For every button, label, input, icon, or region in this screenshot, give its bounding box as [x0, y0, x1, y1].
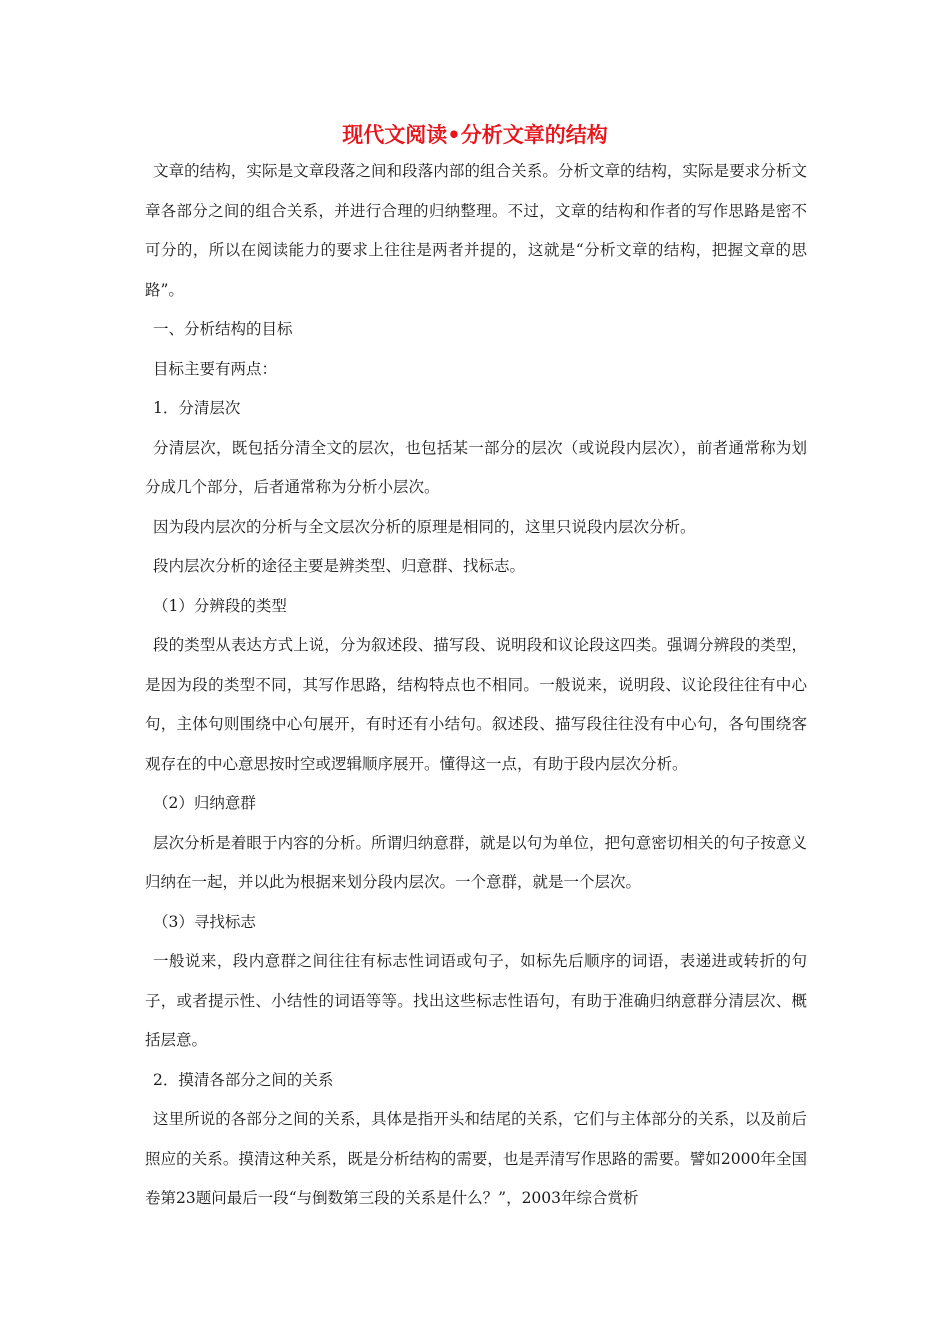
heading-line: 1．分清层次	[153, 399, 241, 417]
heading-line: （3）寻找标志	[153, 912, 256, 931]
heading-line: 2．摸清各部分之间的关系	[153, 1070, 334, 1089]
heading-line: 因为段内层次的分析与全文层次分析的原理是相同的，这里只说段内层次分析。	[153, 517, 696, 536]
paragraph: 文章的结构，实际是文章段落之间和段落内部的组合关系。分析文章的结构，实际是要求分析文章各部分之间的组合关系，并进行合理的归纳整理。不过，文章的结构和作者的写作思路是密不可分的，所以在阅读能力的要求上往往是两者并提的，这就是“分析文章的结构，把握文章的思路”。	[145, 162, 807, 299]
paragraph: 一般说来，段内意群之间往往有标志性词语或句子，如标先后顺序的词语，表递进或转折的句子，或者提示性、小结性的词语等等。找出这些标志性语句，有助于准确归纳意群分清层次、概括层意。	[145, 952, 807, 1049]
paragraph: 段的类型从表达方式上说，分为叙述段、描写段、说明段和议论段这四类。强调分辨段的类型，是因为段的类型不同，其写作思路，结构特点也不相同。一般说来，说明段、议论段往往有中心句，主体句则围绕中心句展开，有时还有小结句。叙述段、描写段往往没有中心句，各句围绕客观存在的中心意思按时空或逻辑顺序展开。懂得这一点，有助于段内层次分析。	[145, 636, 807, 773]
document-title: 现代文阅读•分析文章的结构	[342, 122, 608, 147]
paragraph: 层次分析是着眼于内容的分析。所谓归纳意群，就是以句为单位，把句意密切相关的句子按意义归纳在一起，并以此为根据来划分段内层次。一个意群，就是一个层次。	[145, 833, 807, 891]
heading-line: （2）归纳意群	[153, 794, 256, 812]
paragraph: 这里所说的各部分之间的关系，具体是指开头和结尾的关系，它们与主体部分的关系，以及前后照应的关系。摸清这种关系，既是分析结构的需要，也是弄清写作思路的需要。譬如2000年全国卷第23题问最后一段“与倒数第三段的关系是什么？”，2003年综合赏析	[145, 1110, 807, 1207]
heading-line: 段内层次分析的途径主要是辨类型、归意群、找标志。	[153, 557, 526, 575]
paragraph: 分清层次，既包括分清全文的层次，也包括某一部分的层次（或说段内层次），前者通常称为划分成几个部分，后者通常称为分析小层次。	[145, 438, 807, 496]
heading-line: （1）分辨段的类型	[153, 596, 287, 615]
document-body	[145, 152, 807, 1219]
heading-line: 目标主要有两点：	[153, 359, 278, 378]
heading-line: 一、分析结构的目标	[153, 320, 293, 338]
